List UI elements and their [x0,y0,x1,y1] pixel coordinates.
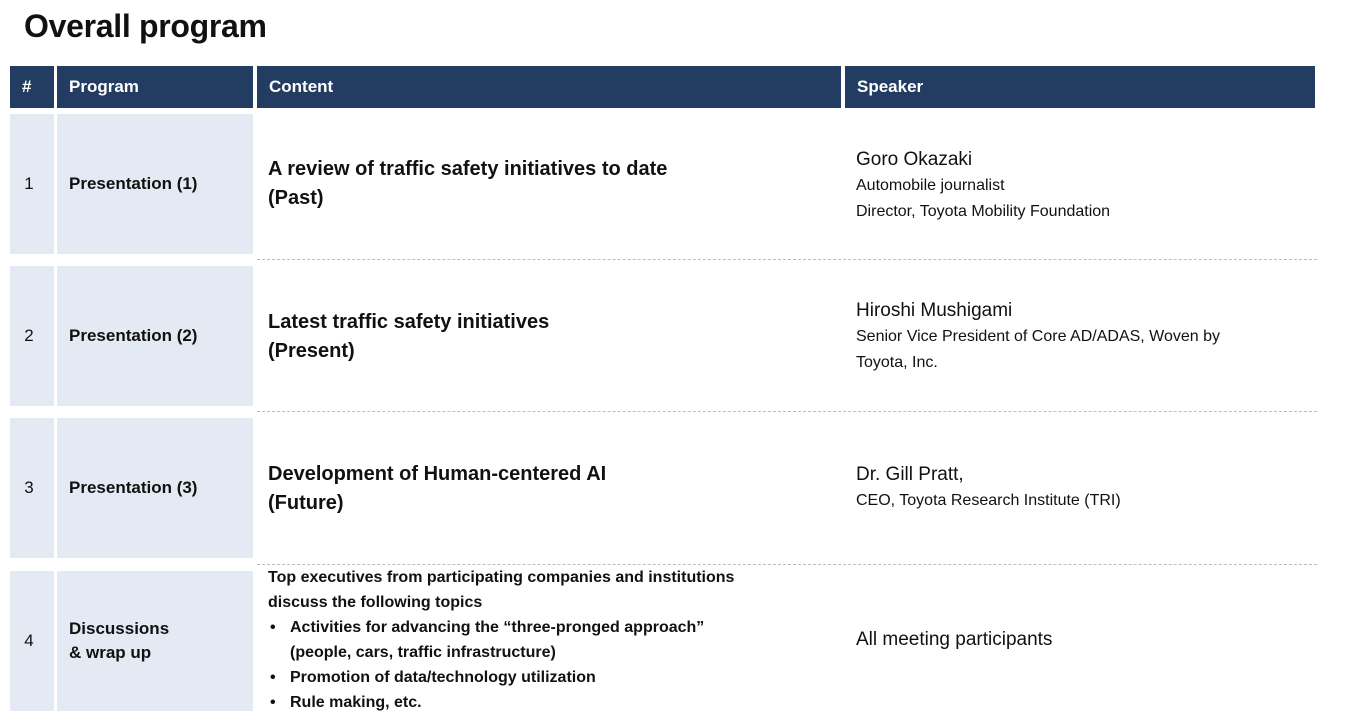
content-title: A review of traffic safety initiatives to date [268,158,668,180]
list-item [268,690,838,715]
speaker-name: Hiroshi Mushigami [856,300,1013,321]
content-cell [268,155,828,213]
row-number: 3 [10,418,54,558]
column-header-speaker: Speaker [845,66,1315,108]
program-label: & wrap up [69,643,152,662]
list-item [268,665,838,690]
speaker-cell [856,147,1316,225]
row-divider [257,411,1317,412]
content-cell [268,308,828,366]
speaker-title: CEO, Toyota Research Institute (TRI) [856,492,1121,509]
bullet-icon: • [270,694,276,711]
discussion-intro: discuss the following topics [268,594,483,611]
speaker-title: Senior Vice President of Core AD/ADAS, Woven by [856,328,1221,345]
speaker-title: Automobile journalist [856,177,1005,194]
speaker-title: Director, Toyota Mobility Foundation [856,203,1111,220]
content-period: (Past) [268,187,324,209]
program-cell: Presentation (2) [57,266,253,406]
speaker-name: Goro Okazaki [856,149,973,170]
speaker-title: Toyota, Inc. [856,354,938,371]
bullet-icon: • [270,669,276,686]
speaker-cell [856,627,1316,653]
speaker-name: All meeting participants [856,629,1053,650]
program-label: Discussions [69,619,170,638]
row-number: 2 [10,266,54,406]
column-header-program: Program [57,66,253,108]
topic-list [268,615,838,715]
content-cell [268,565,838,715]
speaker-cell [856,298,1316,376]
program-cell: Presentation (3) [57,418,253,558]
program-cell: Presentation (1) [57,114,253,254]
row-number: 1 [10,114,54,254]
program-cell [57,571,253,711]
content-cell [268,460,828,518]
column-header-content: Content [257,66,841,108]
column-header-number: # [10,66,54,108]
list-item [268,615,838,665]
topic-text: (people, cars, traffic infrastructure) [290,644,556,661]
content-title: Latest traffic safety initiatives [268,311,550,333]
discussion-intro: Top executives from participating companies and institutions [268,569,735,586]
content-period: (Future) [268,492,344,514]
content-title: Development of Human-centered AI [268,463,607,485]
page-title: Overall program [24,8,267,44]
content-period: (Present) [268,340,355,362]
speaker-cell [856,462,1316,514]
topic-text: Promotion of data/technology utilization [290,669,596,686]
topic-text: Activities for advancing the “three-pronged approach” [290,619,705,636]
speaker-name: Dr. Gill Pratt, [856,464,964,485]
bullet-icon: • [270,619,276,636]
row-divider [257,259,1317,260]
row-number: 4 [10,571,54,711]
topic-text: Rule making, etc. [290,694,422,711]
